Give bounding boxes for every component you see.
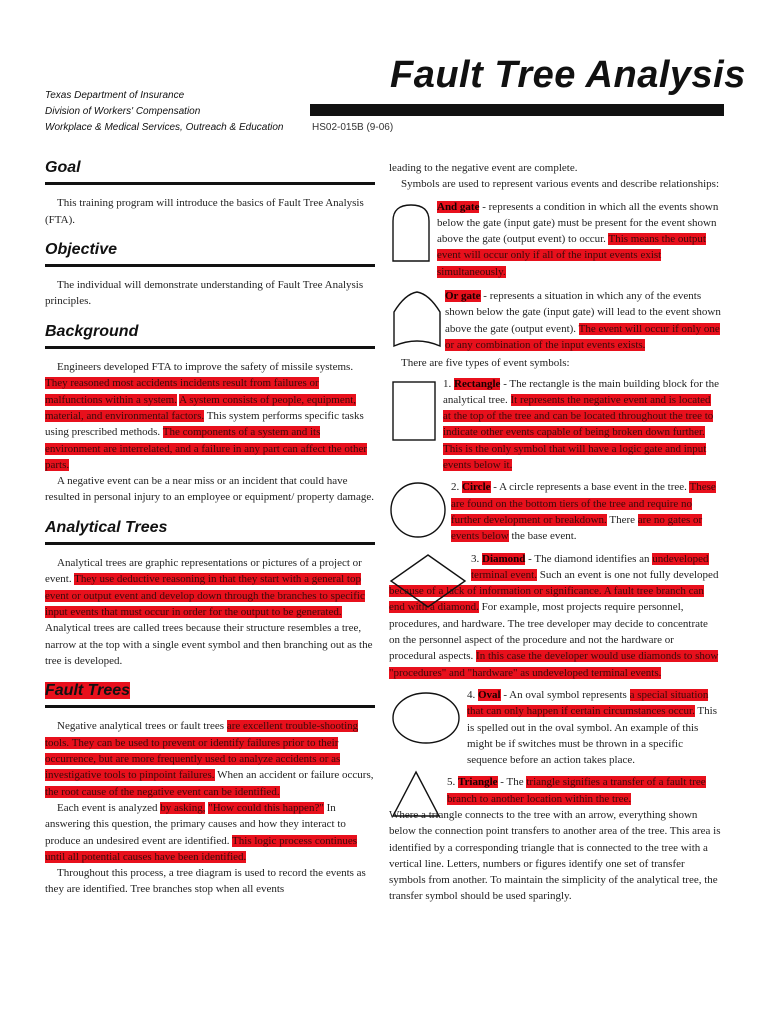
highlight: because of a lack of information or significance. A fault tree branch can end with a diamond. bbox=[389, 585, 704, 614]
fault-trees-paragraph-1 bbox=[45, 718, 375, 799]
highlight: A system consists of people, equipment, material, and environmental factors. bbox=[45, 393, 357, 422]
oval-label: Oval bbox=[478, 688, 501, 701]
and-gate-text bbox=[389, 199, 721, 280]
highlight: undeveloped terminal event. bbox=[471, 552, 709, 581]
item-number: 2. bbox=[451, 481, 460, 494]
rectangle-block bbox=[389, 376, 721, 474]
analytical-text: Analytical trees are called trees because their structure resembles a tree, narrow at the top with a single event symbol and then branching out as the tree is developed. bbox=[45, 622, 373, 667]
goal-text: This training program will introduce the basics of Fault Tree Analysis (FTA). bbox=[45, 197, 364, 226]
diamond-icon bbox=[389, 553, 467, 609]
background-text: Engineers developed FTA to improve the safety of missile systems. bbox=[57, 361, 354, 374]
highlight: The event will occur if only one or any combination of the input events exists. bbox=[445, 322, 720, 351]
background-heading: Background bbox=[45, 322, 139, 340]
highlight: by asking, bbox=[160, 801, 206, 814]
org-unit: Workplace & Medical Services, Outreach & Education bbox=[45, 122, 284, 133]
and-gate-block bbox=[389, 199, 721, 280]
event-types-intro: There are five types of event symbols: bbox=[401, 357, 570, 370]
org-division: Division of Workers' Compensation bbox=[45, 106, 201, 117]
circle-icon bbox=[389, 481, 447, 539]
fault-trees-paragraph-2 bbox=[45, 800, 375, 865]
or-gate-block bbox=[389, 288, 721, 353]
item-number: 1. bbox=[443, 377, 452, 390]
or-gate-desc: - represents a situation in which any of the events shown below the gate (input gate) will lead to the event shown above the gate (output event). bbox=[445, 290, 721, 335]
triangle-icon bbox=[391, 770, 441, 818]
title-rule bbox=[310, 104, 724, 116]
item-number: 3. bbox=[471, 552, 480, 565]
circle-block bbox=[389, 479, 721, 544]
section-rule bbox=[45, 542, 375, 545]
section-rule bbox=[45, 705, 375, 708]
and-gate-desc: - represents a condition in which all the events shown below the gate (input gate) must be present for the event shown above the gate (output event) to occur. bbox=[437, 200, 719, 246]
fault-trees-paragraph-3: Throughout this process, a tree diagram is used to record the events as they are identified. Tree branches stop when all events bbox=[45, 867, 366, 896]
objective-heading: Objective bbox=[45, 240, 118, 258]
org-name: Texas Department of Insurance bbox=[45, 90, 185, 101]
circle-desc: the base event. bbox=[511, 530, 577, 543]
circle-label: Circle bbox=[462, 481, 491, 494]
continued-text: leading to the negative event are complete. bbox=[389, 162, 578, 174]
highlight: They use deductive reasoning in that they start with a general top event or output event and develop down through the branches to specific input events that must occur in order for the output to be generated. bbox=[45, 573, 365, 618]
goal-heading: Goal bbox=[45, 159, 81, 176]
or-gate-label: Or gate bbox=[445, 290, 481, 303]
highlight: In this case the developer would use diamonds to show "procedures" and "hardware" as undeveloped terminal events. bbox=[389, 650, 719, 679]
oval-icon bbox=[391, 691, 461, 745]
triangle-label: Triangle bbox=[458, 776, 498, 789]
or-gate-icon bbox=[391, 290, 443, 348]
rectangle-desc: - The rectangle is the main building block for the analytical tree. bbox=[443, 377, 719, 406]
highlight: It represents the negative event and is located at the top of the tree and can be located throughout the tree to indicate other events capable of being broken down further. This is the only symbol that will have a logic gate and input events below it. bbox=[443, 393, 714, 472]
and-gate-label: And gate bbox=[437, 200, 480, 213]
analytical-text: Analytical trees are graphic representations or pictures of a project or event. bbox=[45, 557, 362, 586]
highlight: They reasoned most accidents incidents result from failures or malfunctions within a system. bbox=[45, 377, 319, 406]
fault-text: Negative analytical trees or fault trees bbox=[57, 720, 225, 733]
analytical-trees-paragraph bbox=[45, 555, 375, 669]
diamond-desc: For example, most projects require personnel, procedures, and hardware. The tree developer may decide to concentrate on the personnel aspect of the procedure and not the hardware or procedural aspects. bbox=[389, 601, 708, 663]
section-rule bbox=[45, 182, 375, 185]
highlight: triangle signifies a transfer of a fault tree branch to another location within the tree. bbox=[447, 776, 706, 805]
diamond-label: Diamond bbox=[482, 552, 526, 565]
rectangle-label: Rectangle bbox=[454, 377, 501, 390]
fault-trees-heading: Fault Trees bbox=[45, 682, 131, 700]
right-column bbox=[389, 160, 721, 905]
highlight: "How could this happen?" bbox=[208, 801, 324, 814]
highlight: This means the output event will occur only if all of the input events exist simultaneously. bbox=[437, 233, 706, 278]
analytical-trees-heading: Analytical Trees bbox=[45, 518, 168, 536]
item-number: 4. bbox=[467, 688, 476, 701]
fault-text: In answering this question, the primary causes and how they interact to produce an undesired event are identified. bbox=[45, 801, 346, 847]
item-number: 5. bbox=[447, 776, 456, 789]
highlight: These are found on the bottom tiers of the tree and require no further development or breakdown. bbox=[451, 481, 716, 526]
triangle-text-cont: Where a triangle connects to the tree with an arrow, everything shown below the connection point transfers to another area of the tree. This area is identified by a corresponding triangle that is connected to the tree with a vertical line. Letters, numbers or figures identify one set of transfer symbols from another. To maintain the simplicity of the analytical tree, the transfer symbol should be used sparingly. bbox=[389, 808, 721, 903]
rectangle-icon bbox=[391, 380, 437, 442]
triangle-block bbox=[389, 774, 721, 904]
background-text: This system performs specific tasks using prescribed methods. bbox=[45, 409, 364, 439]
objective-text: The individual will demonstrate understanding of Fault Tree Analysis principles. bbox=[45, 279, 364, 308]
oval-desc: - An oval symbol represents bbox=[503, 688, 627, 701]
triangle-desc: - The bbox=[500, 776, 524, 789]
form-id: HS02-015B (9-06) bbox=[312, 122, 394, 133]
page-title: Fault Tree Analysis bbox=[390, 54, 746, 96]
fault-text: When an accident or failure occurs, bbox=[217, 769, 374, 782]
highlight: a special situation that can only happen if certain circumstances occur. bbox=[467, 688, 709, 718]
background-paragraph-2: A negative event can be a near miss or an incident that could have resulted in personal injury to an employee or equipment/ property damage. bbox=[45, 475, 374, 504]
section-rule bbox=[45, 346, 375, 349]
highlight: are excellent trouble-shooting tools. They can be used to prevent or identify failures prior to their occurrence, but are more frequently used to analyze accidents or as investigative tools to pinpoint failures. bbox=[45, 720, 359, 782]
left-column bbox=[45, 160, 375, 898]
diamond-desc: Such an event is one not fully developed bbox=[539, 568, 719, 581]
and-gate-icon bbox=[391, 203, 431, 263]
highlight: the root cause of the negative event can be identified. bbox=[45, 785, 280, 798]
oval-block bbox=[389, 687, 721, 768]
circle-desc: There bbox=[609, 513, 635, 526]
diamond-desc: - The diamond identifies an bbox=[528, 552, 650, 565]
highlight: are no gates or events below bbox=[451, 513, 703, 543]
diamond-block bbox=[389, 551, 721, 681]
fault-text: Each event is analyzed bbox=[57, 801, 158, 814]
highlight: This logic process continues until all potential causes have been identified. bbox=[45, 834, 357, 863]
oval-desc: This is spelled out in the oval symbol. An example of this might be if switches must be thrown in a specific sequence before an action takes place. bbox=[467, 705, 717, 767]
symbols-intro: Symbols are used to represent various events and describe relationships: bbox=[401, 178, 720, 191]
circle-desc: - A circle represents a base event in the tree. bbox=[493, 481, 687, 494]
rectangle-text bbox=[389, 376, 721, 474]
highlight: The components of a system and its environment are interrelated, and a failure in any part can affect the other parts. bbox=[45, 426, 367, 471]
background-paragraph bbox=[45, 359, 375, 473]
section-rule bbox=[45, 264, 375, 267]
